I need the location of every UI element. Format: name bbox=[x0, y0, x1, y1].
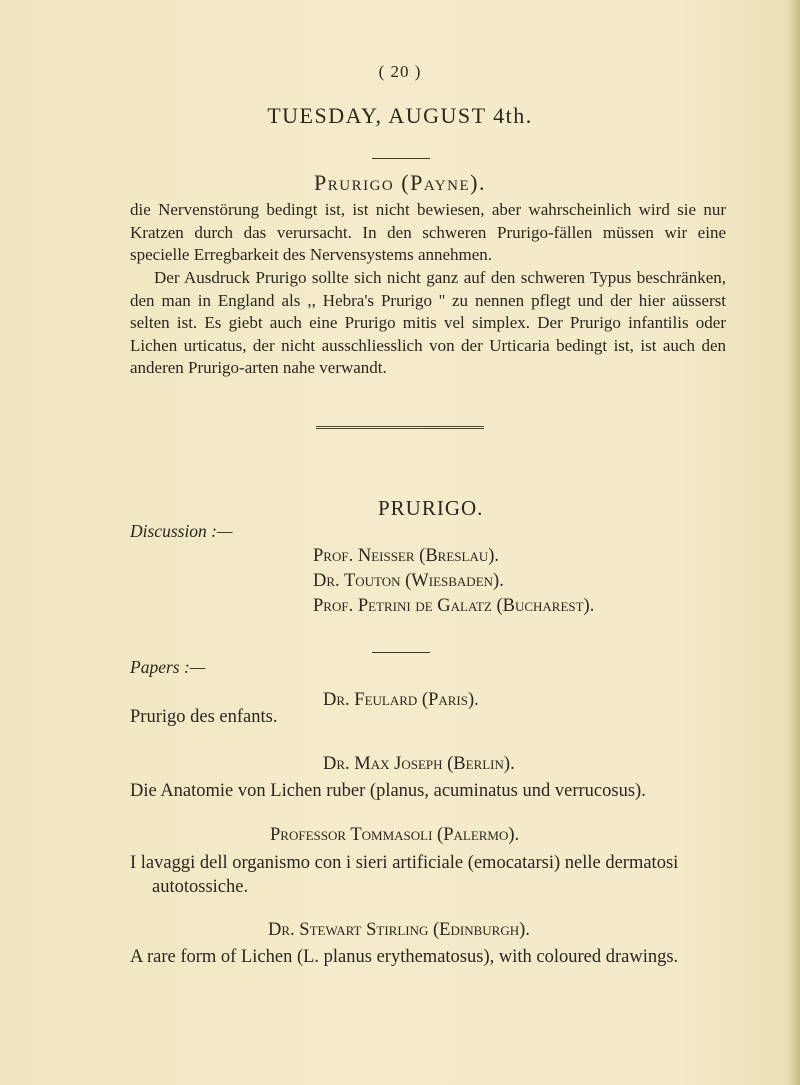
paragraph-1: die Nervenstörung bedingt ist, ist nicht bewiesen, aber wahrscheinlich wird sie nur Kratzen durch das verursacht. In den schweren Prurigo-fällen müssen wir eine specielle Erregbarkeit des Nervensystems annehmen. bbox=[130, 200, 726, 264]
discussion-label: Discussion :— bbox=[130, 521, 233, 541]
paper-author: Dr. Stewart Stirling (Edinburgh). bbox=[268, 920, 530, 940]
paper-author: Dr. Max Joseph (Berlin). bbox=[323, 754, 515, 774]
paper-author: Dr. Feulard (Paris). bbox=[323, 690, 479, 710]
date-heading: TUESDAY, AUGUST 4th. bbox=[267, 103, 533, 128]
section-title: Prurigo (Payne). bbox=[314, 170, 486, 195]
papers-label: Papers :— bbox=[130, 657, 206, 677]
discussion-speaker: Prof. Neisser (Breslau). bbox=[313, 546, 499, 566]
paragraph-2: Der Ausdruck Prurigo sollte sich nicht ganz auf den schweren Typus beschränken, den man in England als ,, Hebra's Prurigo '' zu nennen pflegt und der hier aüsserst selten ist. Es giebt auch eine Prurigo mitis vel simplex. Der Prurigo infantilis oder Lichen urticatus, der nicht ausschliesslich von der Urticaria bedingt ist, ist auch den anderen Prurigo-arten nahe verwandt. bbox=[130, 268, 726, 377]
discussion-speaker: Dr. Touton (Wiesbaden). bbox=[313, 571, 504, 591]
paper-title-continued: autotossiche. bbox=[152, 877, 249, 897]
paper-author: Professor Tommasoli (Palermo). bbox=[270, 825, 520, 845]
short-divider bbox=[372, 158, 430, 159]
discussion-speaker: Prof. Petrini de Galatz (Bucharest). bbox=[313, 596, 595, 616]
double-divider bbox=[316, 426, 484, 429]
paper-title: A rare form of Lichen (L. planus erythematosus), with coloured drawings. bbox=[130, 947, 679, 967]
page-number: ( 20 ) bbox=[378, 62, 422, 81]
main-title: PRURIGO. bbox=[378, 496, 484, 520]
short-divider bbox=[372, 652, 430, 653]
paper-title: I lavaggi dell organismo con i sieri artificiale (emocatarsi) nelle dermatosi bbox=[130, 853, 679, 873]
paper-title: Die Anatomie von Lichen ruber (planus, acuminatus und verrucosus). bbox=[130, 781, 646, 801]
page-edge-shadow bbox=[786, 0, 800, 1085]
paper-title: Prurigo des enfants. bbox=[130, 707, 278, 727]
